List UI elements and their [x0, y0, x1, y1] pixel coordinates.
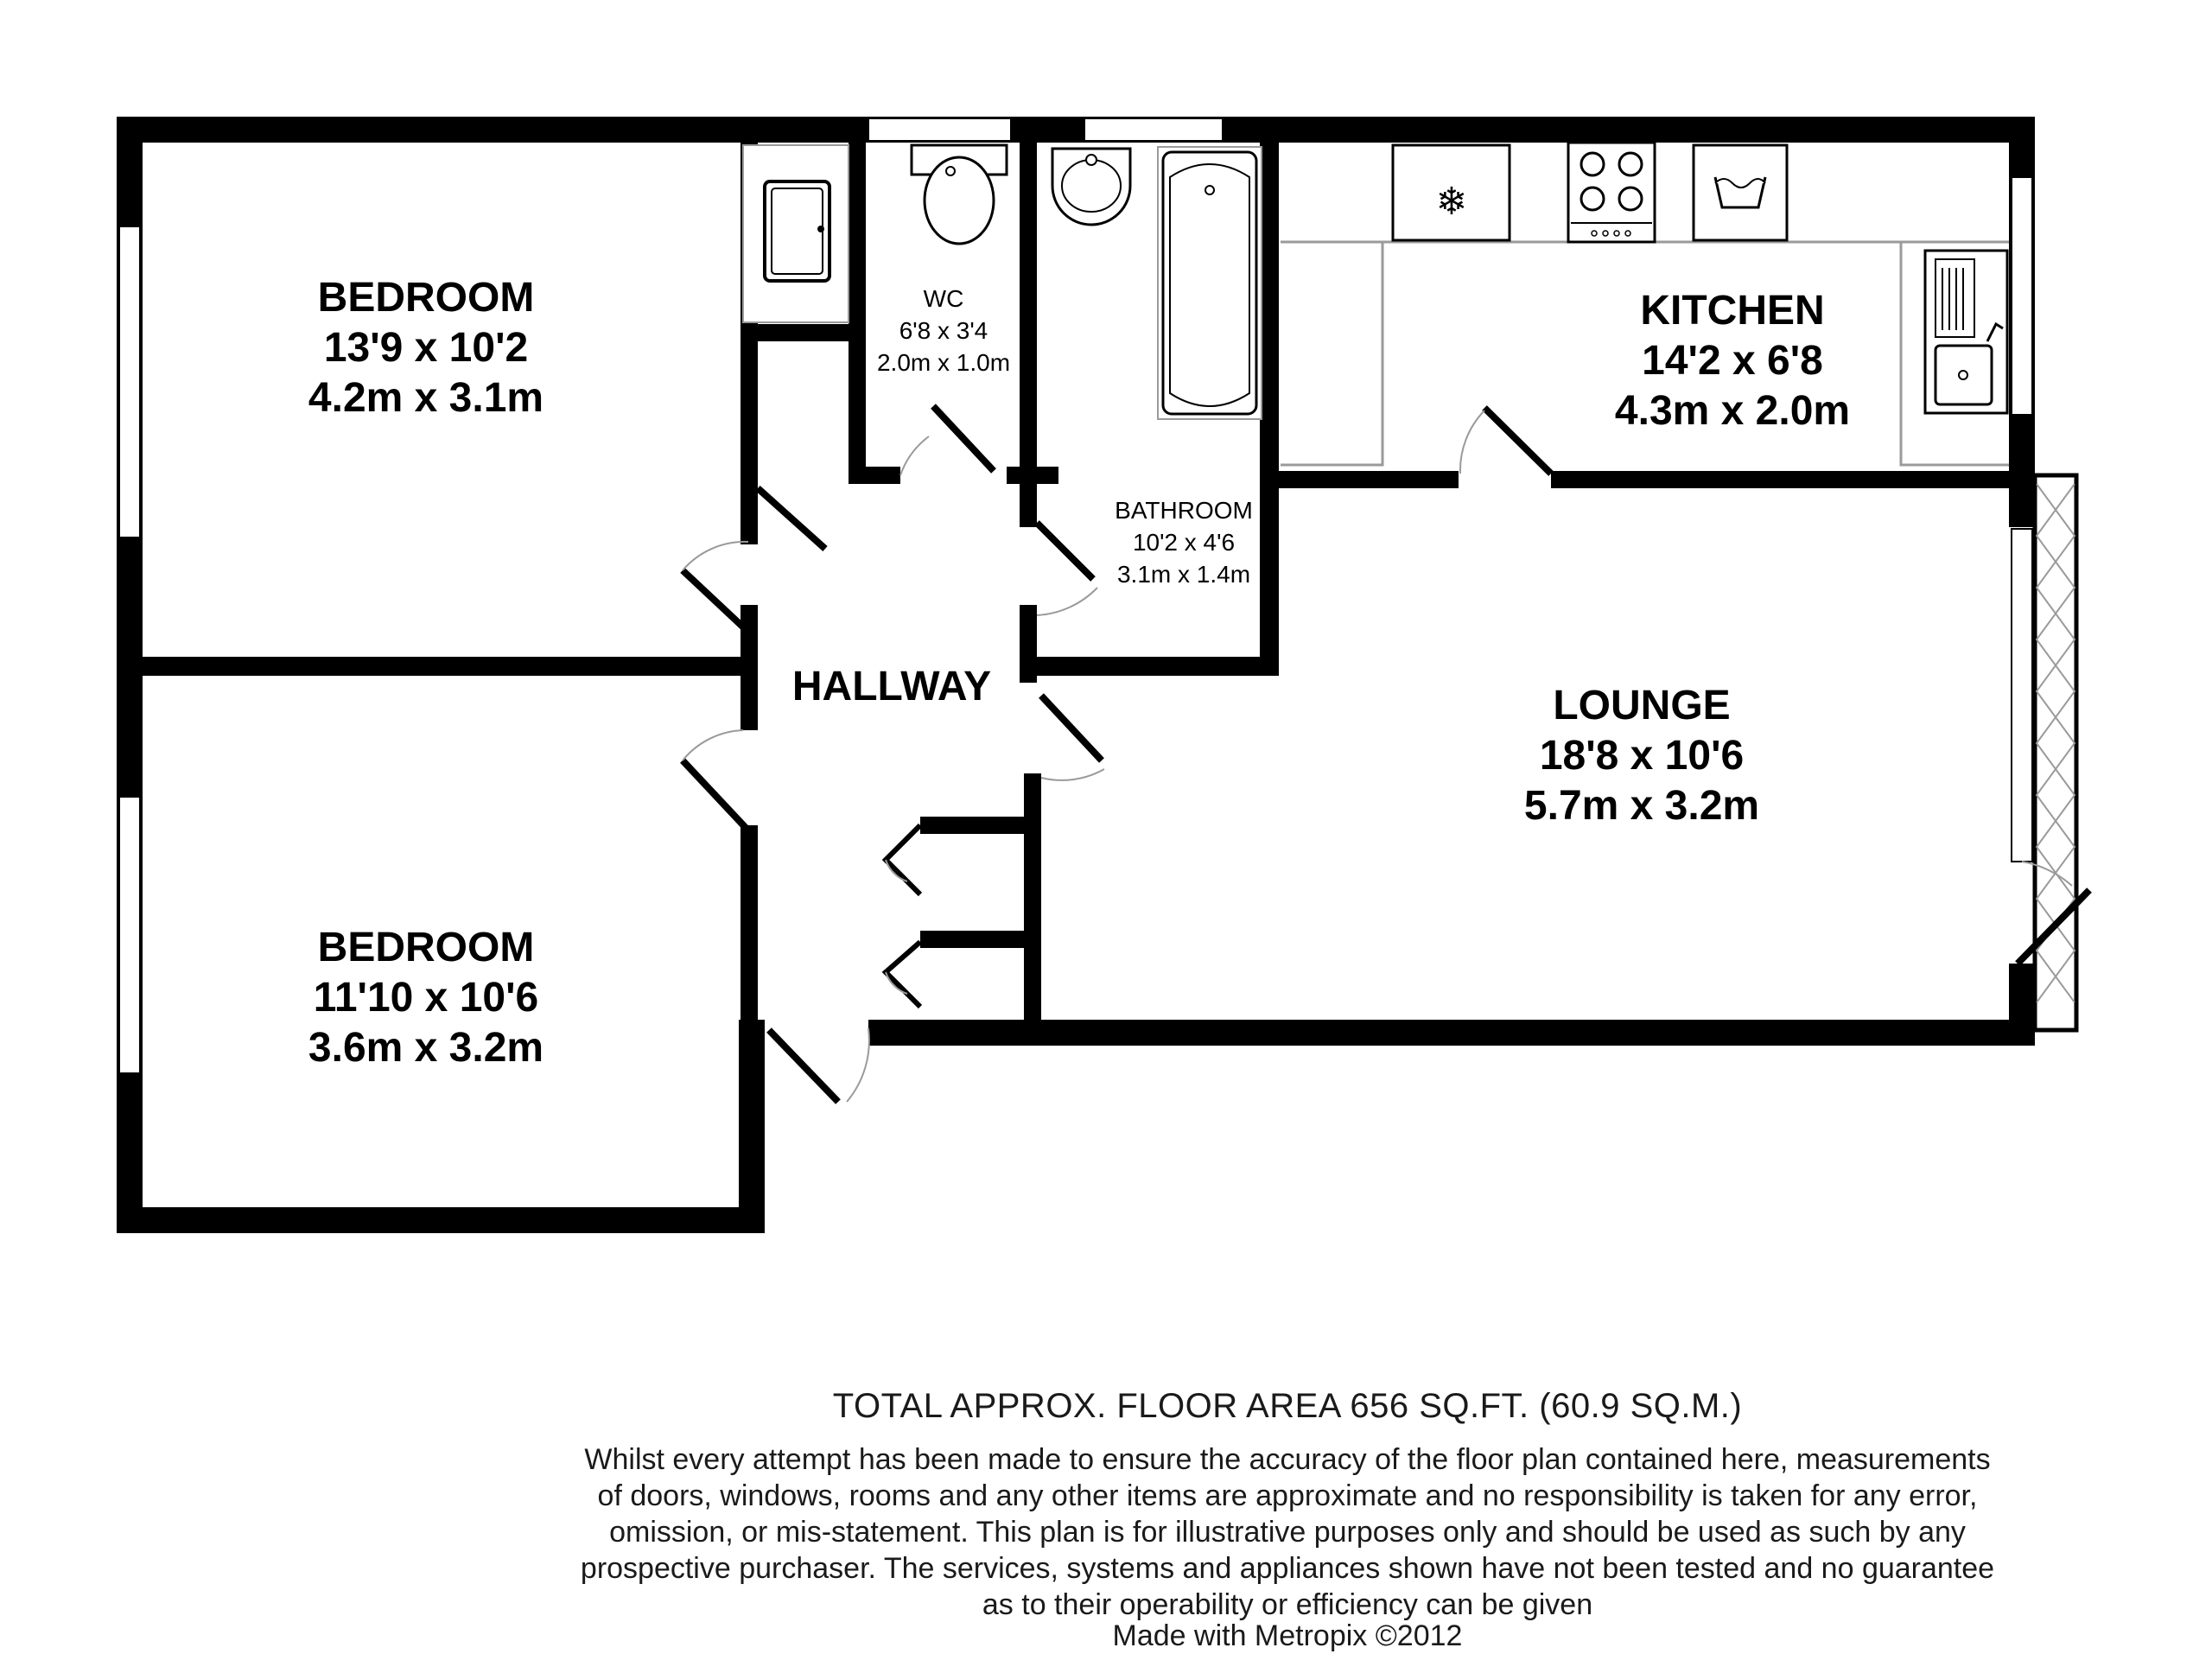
room-label-bedroom-1 — [308, 275, 543, 421]
disclaimer-line: omission, or mis-statement. This plan is for illustrative purposes only and should be used as such by any — [609, 1516, 1966, 1549]
room-size-imperial: 10'2 x 4'6 — [1132, 529, 1236, 556]
bath-icon — [1158, 147, 1262, 419]
hob-icon — [1568, 143, 1655, 242]
total-floor-area: TOTAL APPROX. FLOOR AREA 656 SQ.FT. (60.9 SQ.M.) — [832, 1387, 1743, 1425]
washing-machine-icon — [1694, 145, 1787, 240]
room-name: HALLWAY — [791, 664, 992, 709]
sink-icon — [743, 145, 849, 322]
room-name: KITCHEN — [1640, 288, 1825, 334]
fridge-icon — [1393, 145, 1510, 240]
room-size-metric: 4.3m x 2.0m — [1614, 388, 1851, 434]
room-name: LOUNGE — [1553, 683, 1731, 728]
room-name: BEDROOM — [317, 925, 535, 970]
disclaimer — [484, 1441, 2091, 1623]
room-label-bedroom-2 — [308, 925, 543, 1071]
room-label-bathroom — [1115, 497, 1253, 588]
room-size-imperial: 13'9 x 10'2 — [323, 325, 529, 371]
room-size-imperial: 11'10 x 10'6 — [313, 975, 539, 1021]
room-size-metric: 5.7m x 3.2m — [1523, 783, 1760, 829]
basin-icon — [1052, 149, 1130, 225]
balcony — [2035, 475, 2076, 1030]
room-size-imperial: 14'2 x 6'8 — [1642, 338, 1823, 384]
room-size-metric: 4.2m x 3.1m — [308, 375, 544, 421]
room-label-kitchen — [1615, 288, 1850, 434]
credit: Made with Metropix ©2012 — [1112, 1619, 1463, 1652]
room-label-wc — [877, 285, 1010, 376]
svg-text:❄: ❄ — [1435, 180, 1468, 224]
disclaimer-line: prospective purchaser. The services, systems and appliances shown have not been tested and no guarantee — [580, 1552, 1995, 1585]
room-size-metric: 2.0m x 1.0m — [876, 349, 1011, 376]
room-size-metric: 3.6m x 3.2m — [308, 1025, 544, 1071]
room-label-lounge — [1524, 683, 1759, 829]
room-name: BEDROOM — [317, 275, 535, 321]
disclaimer-line: as to their operability or efficiency can be given — [982, 1588, 1593, 1621]
sink-icon — [1925, 251, 2007, 413]
room-size-imperial: 6'8 x 3'4 — [899, 317, 988, 344]
doors — [683, 406, 2089, 1102]
disclaimer-line: of doors, windows, rooms and any other items are approximate and no responsibility is taken for any error, — [597, 1479, 1978, 1512]
room-size-metric: 3.1m x 1.4m — [1116, 561, 1251, 588]
room-size-imperial: 18'8 x 10'6 — [1539, 733, 1745, 779]
room-label-hallway — [792, 664, 991, 709]
room-name: WC — [923, 285, 964, 312]
disclaimer-line: Whilst every attempt has been made to ensure the accuracy of the floor plan contained here, measurements — [584, 1443, 1991, 1476]
room-name: BATHROOM — [1115, 497, 1253, 524]
toilet-icon — [912, 145, 1007, 244]
